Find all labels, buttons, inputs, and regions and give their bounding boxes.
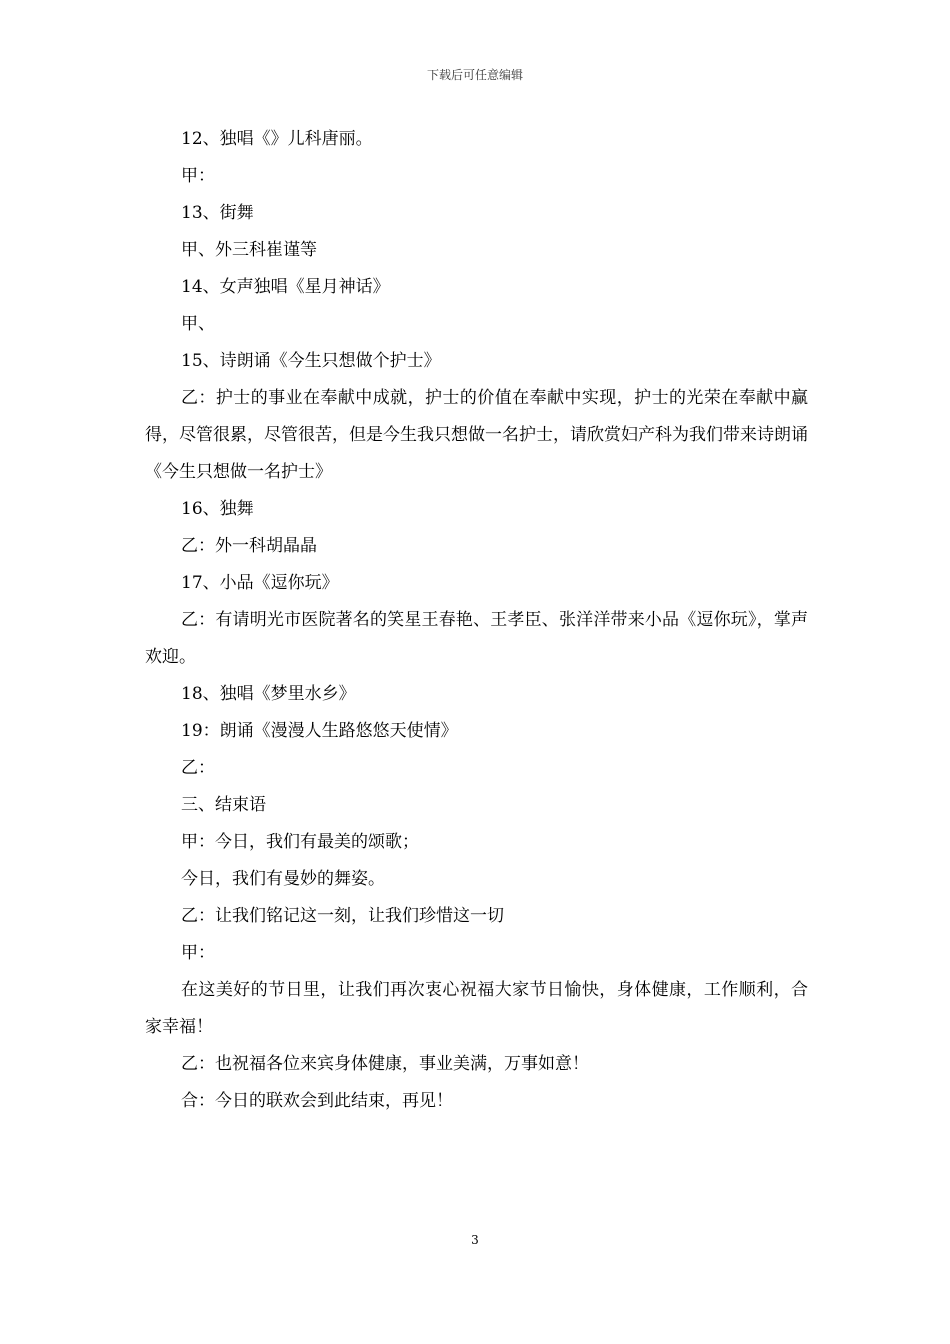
paragraph: 合：今日的联欢会到此结束，再见！ [181, 1091, 453, 1111]
paragraph: 乙：外一科胡晶晶 [181, 536, 317, 556]
paragraph: 甲：今日，我们有最美的颂歌； [181, 832, 419, 852]
paragraph: 14、女声独唱《星月神话》 [181, 277, 390, 297]
paragraph: 13、街舞 [181, 203, 254, 223]
paragraph: 12、独唱《》儿科唐丽。 [181, 129, 373, 149]
paragraph: 乙：也祝福各位来宾身体健康，事业美满，万事如意！ [181, 1054, 589, 1074]
paragraph: 乙：让我们铭记这一刻，让我们珍惜这一切 [181, 906, 504, 926]
page-number: 3 [471, 1233, 479, 1247]
paragraph: 17、小品《逗你玩》 [181, 573, 339, 593]
paragraph: 16、独舞 [181, 499, 254, 519]
paragraph: 甲、 [181, 314, 215, 334]
paragraph: 19：朗诵《漫漫人生路悠悠天使情》 [181, 721, 458, 741]
paragraph: 乙：有请明光市医院著名的笑星王春艳、王孝臣、张洋洋带来小品《逗你玩》，掌声欢迎。 [145, 610, 808, 667]
page-header: 下载后可任意编辑 [426, 68, 523, 82]
paragraph: 甲： [181, 943, 215, 963]
paragraph: 三、结束语 [181, 795, 266, 815]
paragraph: 15、诗朗诵《今生只想做个护士》 [181, 351, 441, 371]
paragraph: 乙： [181, 758, 215, 778]
paragraph: 18、独唱《梦里水乡》 [181, 684, 356, 704]
paragraph: 在这美好的节日里，让我们再次衷心祝福大家节日愉快，身体健康，工作顺利，合家幸福！ [145, 980, 808, 1037]
paragraph: 甲、外三科崔谨等 [181, 240, 317, 260]
paragraph: 乙：护士的事业在奉献中成就，护士的价值在奉献中实现，护士的光荣在奉献中赢得，尽管很累，尽管很苦，但是今生我只想做一名护士，请欣赏妇产科为我们带来诗朗诵《今生只想做一名护士》 [145, 388, 808, 482]
paragraph: 甲： [181, 166, 215, 186]
paragraph: 今日，我们有曼妙的舞姿。 [181, 869, 385, 889]
document-body [145, 121, 808, 1120]
